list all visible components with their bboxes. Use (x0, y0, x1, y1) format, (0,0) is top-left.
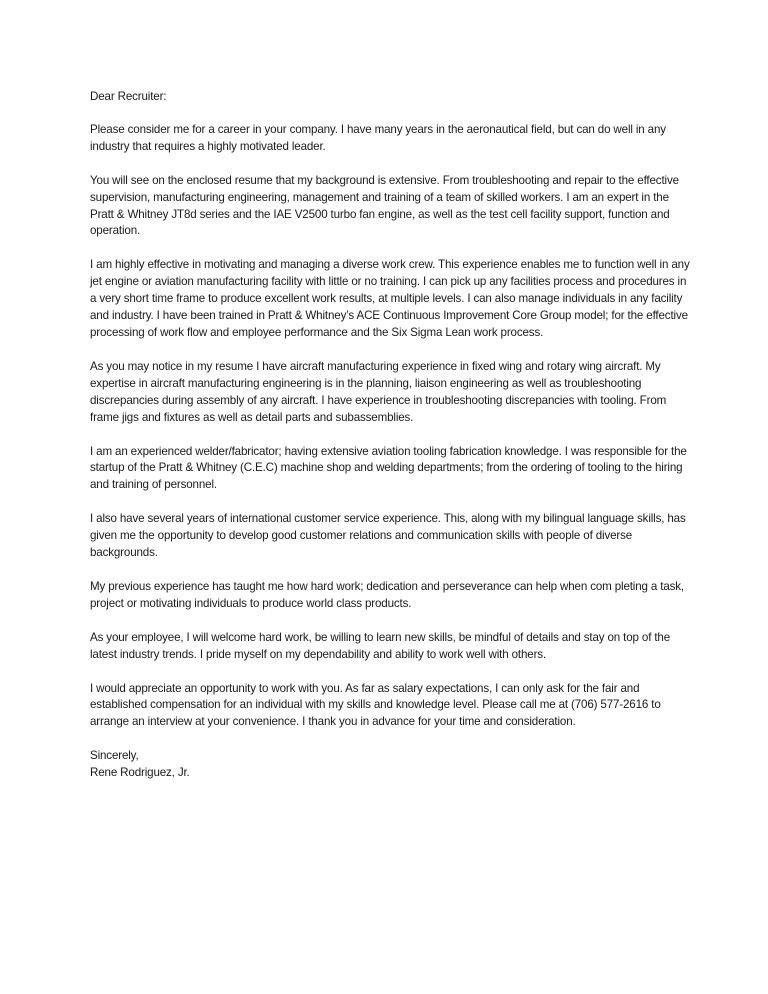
paragraph-leadership: I am highly effective in motivating and managing a diverse work crew. This experience enables me to function well in any jet engine or aviation manufacturing facility with little or no training. I can pick up any facilities process and procedures in a very short time frame to produce excellent work results, at multiple levels. I can also manage individuals in any facility and industry. I have been trained in Pratt & Whitney’s ACE Continuous Improvement Core Group model; for the effective processing of work flow and employee performance and the Six Sigma Lean work process. (90, 258, 690, 339)
paragraph-introduction: Please consider me for a career in your company. I have many years in the aeronautical field, but can do well in any industry that requires a highly motivated leader. (90, 122, 666, 153)
closing: Sincerely, (90, 749, 139, 763)
paragraph-customer-service: I also have several years of international customer service experience. This, along with my bilingual language skills, has given me the opportunity to develop good customer relations and communication skills with people of diverse backgrounds. (90, 512, 686, 560)
signature-name: Rene Rodriguez, Jr. (90, 766, 190, 780)
paragraph-work-ethic: My previous experience has taught me how hard work; dedication and perseverance can help when com pleting a task, project or motivating individuals to produce world class products. (90, 579, 685, 610)
cover-letter (90, 89, 692, 782)
paragraph-welding-fabrication: I am an experienced welder/fabricator; having extensive aviation tooling fabrication knowledge. I was responsible for the startup of the Pratt & Whitney (C.E.C) machine shop and welding departments; from the ordering of tooling to the hiring and training of personnel. (90, 444, 687, 492)
paragraph-aircraft-manufacturing: As you may notice in my resume I have aircraft manufacturing experience in fixed wing and rotary wing aircraft. My expertise in aircraft manufacturing engineering is in the planning, liaison engineering as well as troubleshooting discrepancies during assembly of any aircraft. I have experience in troubleshooting discrepancies with tooling. From frame jigs and fixtures as well as detail parts and subassemblies. (90, 359, 667, 424)
paragraph-call-to-action: I would appreciate an opportunity to work with you. As far as salary expectations, I can only ask for the fair and established compensation for an individual with my skills and knowledge level. Please call me at (706) 577-2616 to arrange an interview at your convenience. I thank you in advance for your time and consideration. (90, 681, 661, 729)
paragraph-background: You will see on the enclosed resume that my background is extensive. From troubleshooting and repair to the effective supervision, manufacturing engineering, management and training of a team of skilled workers. I am an expert in the Pratt & Whitney JT8d series and the IAE V2500 turbo fan engine, as well as the test cell facility support, function and operation. (90, 173, 679, 238)
salutation: Dear Recruiter: (90, 90, 167, 103)
paragraph-employee-commitment: As your employee, I will welcome hard work, be willing to learn new skills, be mindful of details and stay on top of the latest industry trends. I pride myself on my dependability and ability to work well with others. (90, 630, 671, 661)
